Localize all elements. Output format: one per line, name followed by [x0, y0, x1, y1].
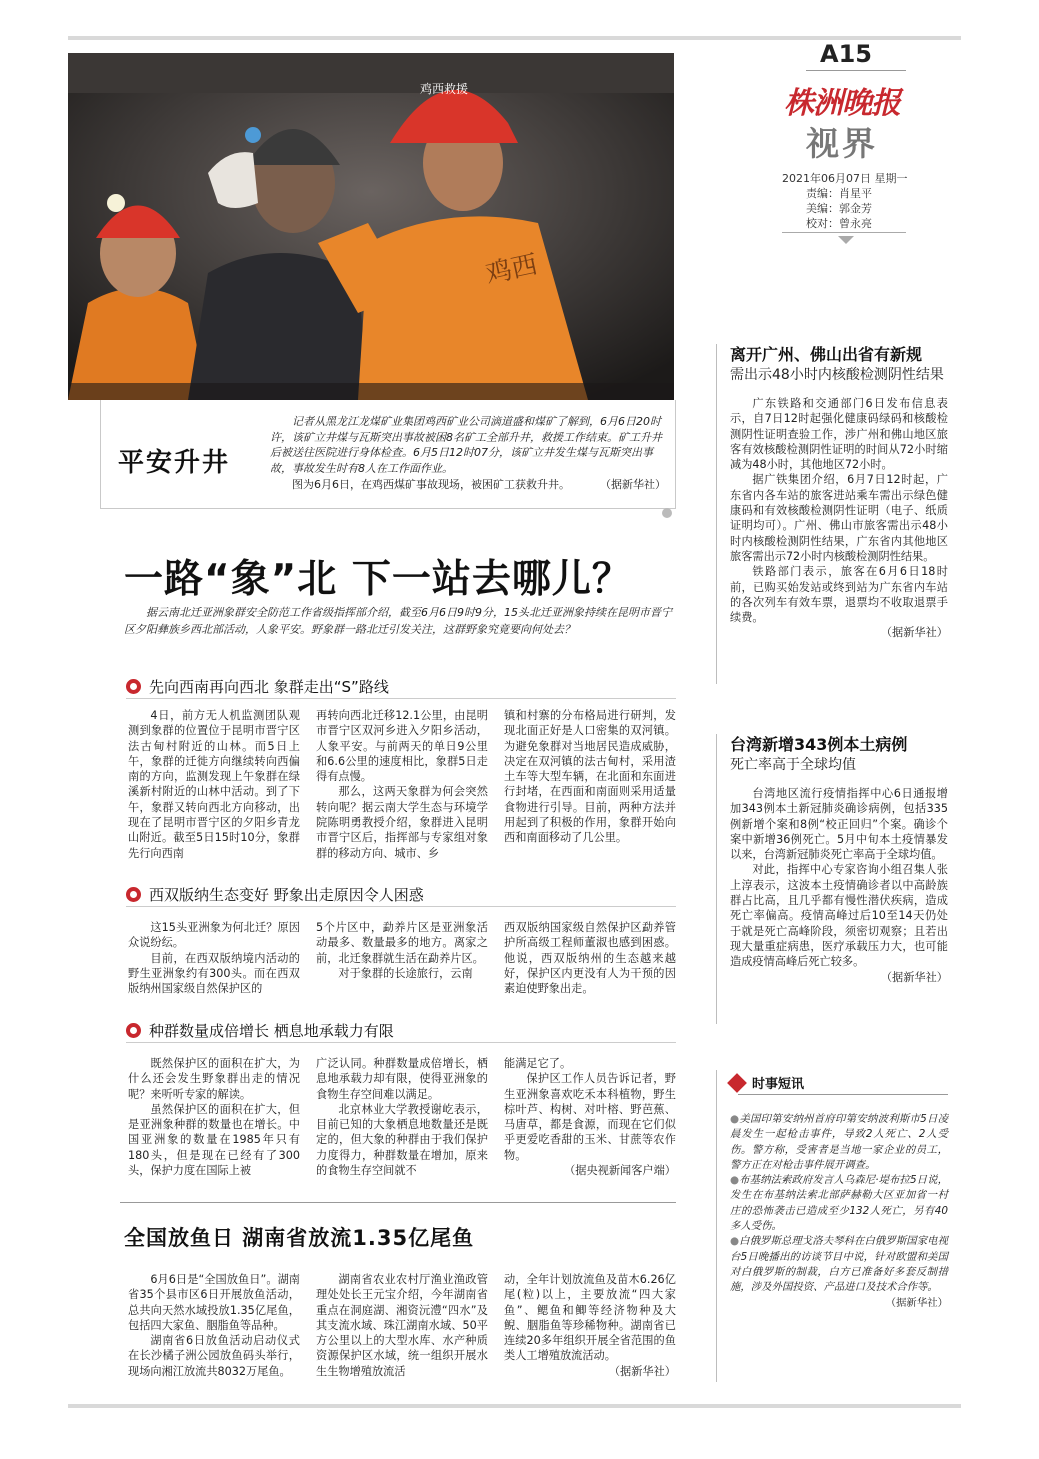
paragraph: 据广铁集团介绍，6月7日12时起，广东省内各车站的旅客进站乘车需出示绿色健康码和有效核酸检测阴性证明（电子、纸质证明均可）。广州、佛山市旅客需出示48小时内核酸检测阴性结果，广东省内其他地区旅客需出示72小时内核酸检测阴性结果。	[730, 473, 948, 563]
briefs-tab	[730, 1073, 804, 1092]
brief-text: 美国印第安纳州首府印第安纳波利斯市5日凌晨发生一起枪击事件，导致2人死亡、2人受伤。警方称，受害者是当地一家企业的员工，警方正在对枪击事件展开调查。	[730, 1113, 948, 1171]
s3-column-1	[128, 1056, 300, 1178]
briefs-tab-label: 时事短讯	[752, 1077, 805, 1092]
taiwan-source: （据新华社）	[880, 970, 948, 984]
s2-column-1	[128, 920, 300, 996]
guangzhou-source: （据新华社）	[880, 626, 948, 640]
paragraph: 那么，这两天象群为何会突然转向呢？据云南大学生态与环境学院陈明勇教授介绍，象群进入昆明市晋宁区后，指挥部与专家组对象群的移动方向、城市、乡	[316, 785, 488, 860]
masthead-rule	[806, 70, 906, 71]
section-name: 视界	[806, 124, 878, 163]
caption-corner-dot	[662, 508, 672, 518]
caption-body: 记者从黑龙江龙煤矿业集团鸡西矿业公司滴道盛和煤矿了解到，6月6日20时许，该矿立井煤与瓦斯突出事故被困8名矿工全部升井，救援工作结束。矿工升井后被送往医院进行身体检查。6月5日12时07分，该矿立井发生煤与瓦斯突出事故，事故发生时有8人在工作面作业。	[270, 415, 662, 475]
column-rule	[716, 344, 717, 684]
paper-logo: 株洲晚报	[784, 86, 900, 121]
paragraph: 湖南省农业农村厅渔业渔政管理处处长王元宝介绍，今年湖南省重点在洞庭湖、湘资沅澧“四水”及其支流水域、珠江湖南水域、50平方公里以上的大型水库、水产种质资源保护区水域，统一组织开展水生生物增殖放流活	[316, 1273, 488, 1378]
paragraph: 广泛认同。种群数量成倍增长，栖息地承载力却有限，使得亚洲象的食物生存空间难以满足。	[316, 1057, 488, 1101]
fish-column-2	[316, 1272, 488, 1379]
main-lead: 据云南北迁亚洲象群安全防范工作省级指挥部介绍，截至6月6日9时9分，15头北迁亚洲象持续在昆明市晋宁区夕阳彝族乡西北部活动，人象平安。野象群一路北迁引发关注，这群野象究竟要向何处去？	[124, 606, 672, 636]
paragraph: 虽然保护区的面积在扩大，但是亚洲象种群的数量也在增长。中国亚洲象的数量在1985年只有180头，但是现在已经有了300头，保护力度在国际上被	[128, 1102, 300, 1178]
fish-column-1	[128, 1272, 300, 1379]
section-heading-1	[126, 676, 389, 697]
briefs-source: （据新华社）	[885, 1296, 948, 1309]
paragraph: 对此，指挥中心专家咨询小组召集人张上淳表示，这波本土疫情确诊者以中高龄族群占比高，且几乎都有慢性潜伏疾病，造成死亡率偏高。疫情高峰过后10至14天仍处于就是死亡高峰阶段，须密切观察；且若出现大量重症病患，医疗承载压力大，也可能造成疫情高峰后死亡较多。	[730, 863, 948, 969]
paragraph: 动，全年计划放流鱼及苗木6.26亿尾(粒)以上，主要放流“四大家鱼”、鳃鱼和鲫等经济物种及大鲵、胭脂鱼等珍稀物种。湖南省已连续20多年组织开展全省范围的鱼类人工增殖放流活动。	[504, 1273, 676, 1363]
paragraph: 铁路部门表示，旅客在6月6日18时前，已购买始发站或终到站为广东省内车站的各次列车有效车票，退票均不收取退票手续费。	[730, 565, 948, 625]
briefs-list	[730, 1112, 948, 1311]
guangzhou-subhead: 需出示48小时内核酸检测阴性结果	[730, 367, 944, 383]
fish-headline: 全国放鱼日 湖南省放流1.35亿尾鱼	[124, 1226, 475, 1250]
paragraph: 西双版纳国家级自然保护区勐养管护所高级工程师董淑也感到困惑。他说，西双版纳州的生态越来越好，保护区内更没有人为干预的因素迫使野象出走。	[504, 921, 676, 996]
paragraph: 6月6日是“全国放鱼日”。湖南省35个县市区6日开展放鱼活动，总共向天然水域投放1.35亿尾鱼，包括四大家鱼、胭脂鱼等品种。	[128, 1273, 300, 1332]
section-rule	[126, 1042, 676, 1043]
editor-credit: 责编：肖星平	[806, 187, 872, 200]
fish-source: （据新华社）	[608, 1364, 676, 1378]
paragraph: 能满足它了。	[504, 1057, 572, 1070]
section-heading-3	[126, 1020, 394, 1041]
paragraph: 既然保护区的面积在扩大，为什么还会发生野象群出走的情况呢？来听听专家的解读。	[128, 1057, 300, 1101]
s3-column-3	[504, 1056, 676, 1178]
page-number: A15	[820, 40, 872, 68]
paragraph: 5个片区中，勐养片区是亚洲象活动最多、数量最多的地方。离家之前，北迁象群就生活在勐养片区。	[316, 921, 488, 965]
uniform-text: 鸡西	[483, 249, 541, 290]
s2-column-2	[316, 920, 488, 981]
briefs-rule	[738, 1094, 948, 1095]
taiwan-body	[730, 786, 948, 985]
paragraph: 这15头亚洲象为何北迁？原因众说纷纭。	[128, 921, 300, 950]
brief-item	[730, 1112, 948, 1173]
paragraph: 镇和村寨的分布格局进行研判，发现北面正好是人口密集的双河镇。为避免象群对当地居民造成威胁，决定在双河镇的法古甸村，采用渣土车等大型车辆，在北面和东面进行封堵，在西面和南面则采用适量食物进行引导。目前，两种方法并用起到了积极的作用，象群开始向西和南面移动了几公里。	[504, 709, 676, 845]
s3-column-2	[316, 1056, 488, 1178]
section-rule	[126, 698, 676, 699]
brief-item	[730, 1234, 948, 1295]
paragraph: 目前，在西双版纳境内活动的野生亚洲象约有300头。而在西双版纳州国家级自然保护区的	[128, 951, 300, 996]
s1-column-2	[316, 708, 488, 861]
s2-column-3	[504, 920, 676, 996]
caption-title: 平安升井	[118, 448, 231, 478]
paragraph: 广东铁路和交通部门6日发布信息表示，自7日12时起强化健康码绿码和核酸检测阴性证明查验工作，涉广州和佛山地区旅客有效核酸检测阴性证明的时间从72小时缩减为48小时，其他地区72小时。	[730, 397, 948, 472]
lead-photo	[68, 53, 674, 400]
designer-credit: 美编：郭金芳	[806, 202, 872, 215]
section-heading-text: 西双版纳生态变好 野象出走原因令人困惑	[149, 886, 424, 904]
guangzhou-body	[730, 396, 948, 641]
section-marker-icon	[126, 1023, 141, 1038]
brief-text: 布基纳法索政府发言人乌森尼·堤布拉5日说，发生在布基纳法索北部萨赫勒大区亚加省一村庄的恐怖袭击已造成至少132人死亡，另有40多人受伤。	[730, 1174, 948, 1233]
paragraph: 保护区工作人员告诉记者，野生亚洲象喜欢吃禾本科植物，野生棕叶芦、构树、对叶榕、野芭蕉、马唐草，都是食源，而现在它们似乎更爱吃香甜的玉米、甘蔗等农作物。	[504, 1072, 676, 1162]
brief-text: 白俄罗斯总理戈洛夫琴科在白俄罗斯国家电视台5日晚播出的访谈节目中说，针对欧盟和美国对白俄罗斯的制裁，白方已准备好多套反制措施，涉及外国投资、产品进口及技术合作等。	[730, 1235, 948, 1294]
guangzhou-headline: 离开广州、佛山出省有新规	[730, 345, 923, 364]
caption-photo-note	[270, 477, 666, 492]
briefs-flag-icon	[727, 1073, 747, 1093]
paragraph: 湖南省6日放鱼活动启动仪式在长沙橘子洲公园放鱼码头举行，现场向湘江放流共8032万尾鱼。	[128, 1334, 300, 1378]
helmet-text: 鸡西救援	[420, 82, 469, 96]
section-marker-icon	[126, 887, 141, 902]
fish-column-3	[504, 1272, 676, 1379]
section-rule	[126, 906, 676, 907]
taiwan-subhead: 死亡率高于全球均值	[730, 757, 856, 773]
bullet-icon: ●	[730, 1235, 740, 1248]
section-heading-text: 种群数量成倍增长 栖息地承载力有限	[149, 1022, 394, 1040]
story-separator	[120, 1202, 676, 1203]
paragraph: 台湾地区流行疫情指挥中心6日通报增加343例本土新冠肺炎确诊病例，包括335例新增个案和8例“校正回归”个案。确诊个案中新增36例死亡。5月中旬本土疫情暴发以来，台湾新冠肺炎死亡率高于全球均值。	[730, 787, 948, 862]
caption-source: （据新华社）	[600, 478, 666, 491]
s1-column-1	[128, 708, 300, 861]
section-heading-text: 先向西南再向西北 象群走出“S”路线	[149, 678, 389, 696]
section-marker-icon	[126, 679, 141, 694]
miners-photo-illustration	[68, 53, 674, 400]
bottom-rule	[68, 1404, 961, 1408]
bullet-icon: ●	[730, 1174, 740, 1187]
photo-note-text: 图为6月6日，在鸡西煤矿事故现场，被困矿工获救升井。	[292, 478, 570, 491]
taiwan-headline: 台湾新增343例本土病例	[730, 735, 908, 754]
paragraph: 北京林业大学教授谢屹表示，目前已知的大象栖息地数量还是既定的，但大象的种群由于我们保护力度得力，种群数量在增加，原来的食物生存空间就不	[316, 1102, 488, 1178]
column-rule	[716, 734, 717, 1024]
paragraph: 对于象群的长途旅行，云南	[338, 966, 473, 980]
issue-date: 2021年06月07日 星期一	[782, 172, 908, 185]
paragraph: 4日，前方无人机监测团队观测到象群的位置位于昆明市晋宁区法古甸村附近的山林。而5日上午，象群的迁徙方向继续转向西偏南的方向，监测发现上午象群在绿溪新村附近的山林中活动。到了下午，象群又转向西北方向移动，出现在了昆明市晋宁区的夕阳乡青龙山附近。截至5日15时10分，象群先行向西南	[128, 709, 300, 860]
masthead-pointer	[838, 236, 854, 244]
main-headline: 一路“象”北 下一站去哪儿？	[124, 557, 632, 602]
column-rule	[716, 1070, 717, 1382]
bullet-icon: ●	[730, 1113, 740, 1125]
paragraph: 再转向西北迁移12.1公里，由昆明市晋宁区双河乡进入夕阳乡活动，人象平安。与前两天的单日9公里和6.6公里的速度相比，象群5日走得有点慢。	[316, 709, 488, 784]
s1-column-3	[504, 708, 676, 846]
story-source: （据央视新闻客户端）	[564, 1164, 676, 1178]
section-heading-2	[126, 884, 424, 905]
brief-item	[730, 1173, 948, 1234]
proofreader-credit: 校对：曾永亮	[806, 217, 872, 230]
